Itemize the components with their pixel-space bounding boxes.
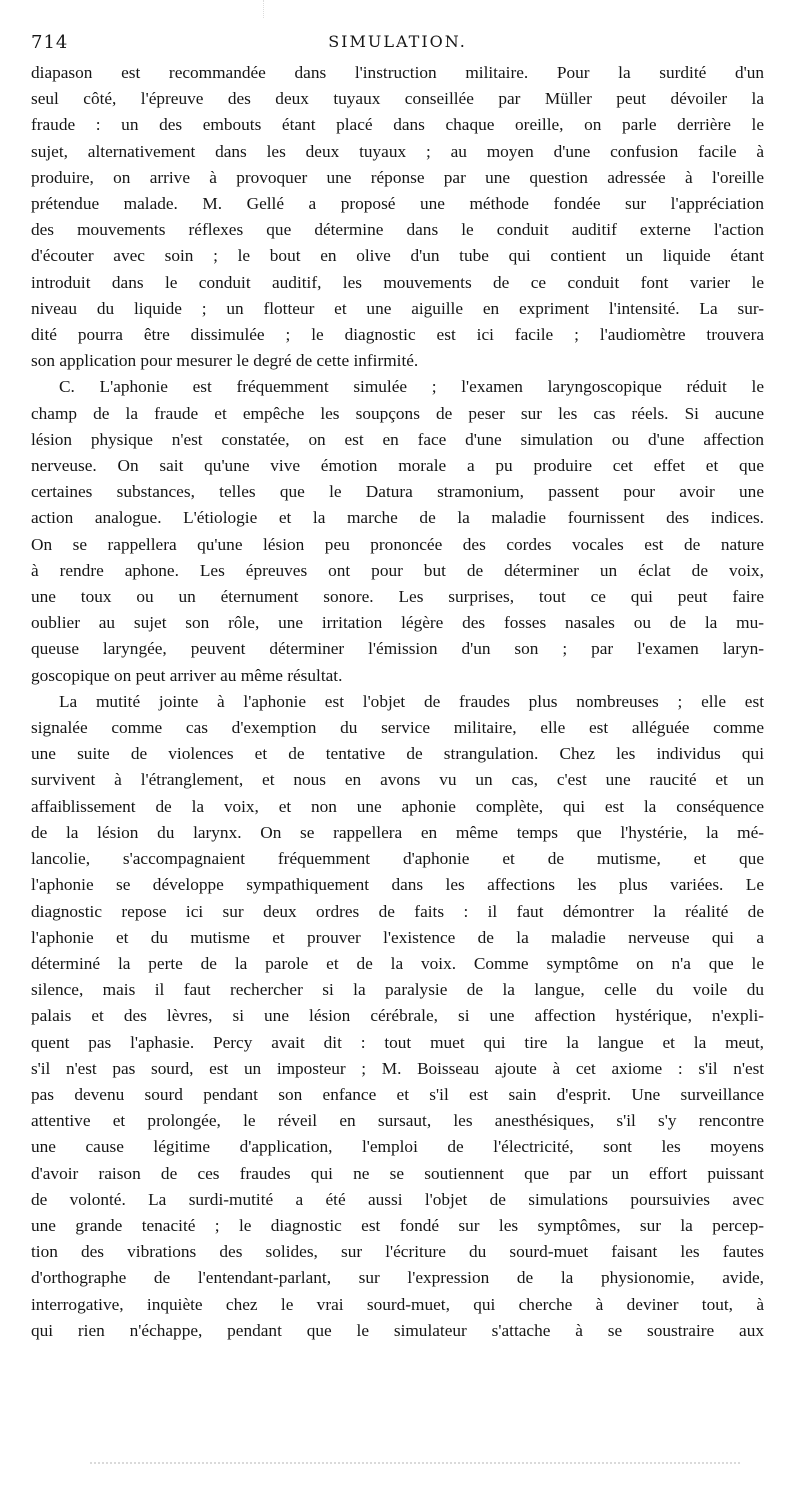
text-line: seul côté, l'épreuve des deux tuyaux conseillée par Müller peut dévoiler la: [31, 89, 764, 109]
text-line: d'écouter avec soin ; le bout en olive d'un tube qui contient un liquide étant: [31, 246, 764, 266]
text-line: signalée comme cas d'exemption du service militaire, elle est alléguée comme: [31, 718, 764, 738]
text-line: l'aphonie se développe sympathiquement dans les affections les plus variées. Le: [31, 875, 764, 895]
text-line: de volonté. La surdi-mutité a été aussi l'objet de simulations poursuivies avec: [31, 1189, 764, 1209]
book-page: [31, 28, 764, 1344]
text-line: une grande tenacité ; le diagnostic est fondé sur les symptômes, sur la percep-: [31, 1215, 764, 1235]
text-line: produire, on arrive à provoquer une réponse par une question adressée à l'oreille: [31, 167, 764, 187]
text-line: son application pour mesurer le degré de cette infirmité.: [31, 351, 419, 371]
text-line: quent pas l'aphasie. Percy avait dit : tout muet qui tire la langue et la meut,: [31, 1032, 764, 1052]
text-line: oublier au sujet son rôle, une irritation légère des fosses nasales ou de la mu-: [31, 613, 764, 633]
text-line: sujet, alternativement dans les deux tuyaux ; au moyen d'une confusion facile à: [31, 141, 764, 161]
text-line: prétendue malade. M. Gellé a proposé une méthode fondée sur l'appréciation: [31, 194, 764, 214]
text-line: lancolie, s'accompagnaient fréquemment d'aphonie et de mutisme, et que: [31, 849, 764, 869]
text-line: queuse laryngée, peuvent déterminer l'émission d'un son ; par l'examen laryn-: [31, 639, 764, 659]
text-line: La mutité jointe à l'aphonie est l'objet de fraudes plus nombreuses ; elle est: [59, 691, 764, 711]
text-line: action analogue. L'étiologie et la marche de la maladie fournissent des indices.: [31, 508, 764, 528]
text-line: pas devenu sourd pendant son enfance et s'il est sain d'esprit. Une surveillance: [31, 1084, 764, 1104]
text-line: survivent à l'étranglement, et nous en avons vu un cas, c'est une raucité et un: [31, 770, 764, 790]
text-line: certaines substances, telles que le Datura stramonium, passent pour avoir une: [31, 482, 764, 502]
text-line: d'orthographe de l'entendant-parlant, sur l'expression de la physionomie, avide,: [31, 1268, 764, 1288]
text-line: C. L'aphonie est fréquemment simulée ; l'examen laryngoscopique réduit le: [59, 377, 764, 397]
text-line: de la lésion du larynx. On se rappellera en même temps que l'hystérie, la mé-: [31, 822, 764, 842]
text-line: attentive et prolongée, le réveil en sursaut, les anesthésiques, s'il s'y rencontre: [31, 1111, 764, 1131]
page-footer-dots: [90, 1462, 740, 1466]
text-line: tion des vibrations des solides, sur l'écriture du sourd-muet faisant les fautes: [31, 1242, 764, 1262]
page-header: [31, 28, 764, 60]
text-line: s'il n'est pas sourd, est un imposteur ; M. Boisseau ajoute à cet axiome : s'il n'est: [31, 1058, 764, 1078]
scan-artifact-mark: [263, 0, 266, 18]
text-line: nerveuse. On sait qu'une vive émotion morale a pu produire cet effet et que: [31, 456, 764, 476]
text-line: dité pourra être dissimulée ; le diagnostic est ici facile ; l'audiomètre trouvera: [31, 325, 764, 345]
text-line: des mouvements réflexes que détermine dans le conduit auditif externe l'action: [31, 220, 764, 240]
text-line: une suite de violences et de tentative de strangulation. Chez les individus qui: [31, 744, 764, 764]
text-line: une toux ou un éternument sonore. Les surprises, tout ce qui peut faire: [31, 587, 764, 607]
text-line: une cause légitime d'application, l'emploi de l'électricité, sont les moyens: [31, 1137, 764, 1157]
text-line: qui rien n'échappe, pendant que le simulateur s'attache à se soustraire aux: [31, 1320, 764, 1340]
text-line: l'aphonie et du mutisme et prouver l'existence de la maladie nerveuse qui a: [31, 927, 764, 947]
text-line: goscopique on peut arriver au même résultat.: [31, 665, 343, 685]
body-text: [31, 60, 764, 1344]
text-line: diagnostic repose ici sur deux ordres de faits : il faut démontrer la réalité de: [31, 901, 764, 921]
text-line: On se rappellera qu'une lésion peu prononcée des cordes vocales est de nature: [31, 534, 764, 554]
text-line: interrogative, inquiète chez le vrai sourd-muet, qui cherche à deviner tout, à: [31, 1294, 764, 1314]
text-line: fraude : un des embouts étant placé dans chaque oreille, on parle derrière le: [31, 115, 764, 135]
text-line: lésion physique n'est constatée, on est en face d'une simulation ou d'une affection: [31, 429, 764, 449]
running-head: SIMULATION.: [328, 32, 467, 51]
text-line: à rendre aphone. Les épreuves ont pour but de déterminer un éclat de voix,: [31, 560, 764, 580]
text-line: silence, mais il faut rechercher si la paralysie de la langue, celle du voile du: [31, 980, 764, 1000]
text-line: palais et des lèvres, si une lésion cérébrale, si une affection hystérique, n'expli-: [31, 1006, 764, 1026]
text-line: déterminé la perte de la parole et de la voix. Comme symptôme on n'a que le: [31, 953, 764, 973]
page-number: 714: [31, 32, 69, 53]
text-line: affaiblissement de la voix, et non une aphonie complète, qui est la conséquence: [31, 796, 764, 816]
text-line: diapason est recommandée dans l'instruction militaire. Pour la surdité d'un: [31, 63, 764, 82]
text-line: champ de la fraude et empêche les soupçons de peser sur les cas réels. Si aucune: [31, 403, 764, 423]
text-line: d'avoir raison de ces fraudes qui ne se soutiennent que par un effort puissant: [31, 1163, 764, 1183]
text-line: niveau du liquide ; un flotteur et une aiguille en expriment l'intensité. La sur-: [31, 298, 764, 318]
text-line: introduit dans le conduit auditif, les mouvements de ce conduit font varier le: [31, 272, 764, 292]
